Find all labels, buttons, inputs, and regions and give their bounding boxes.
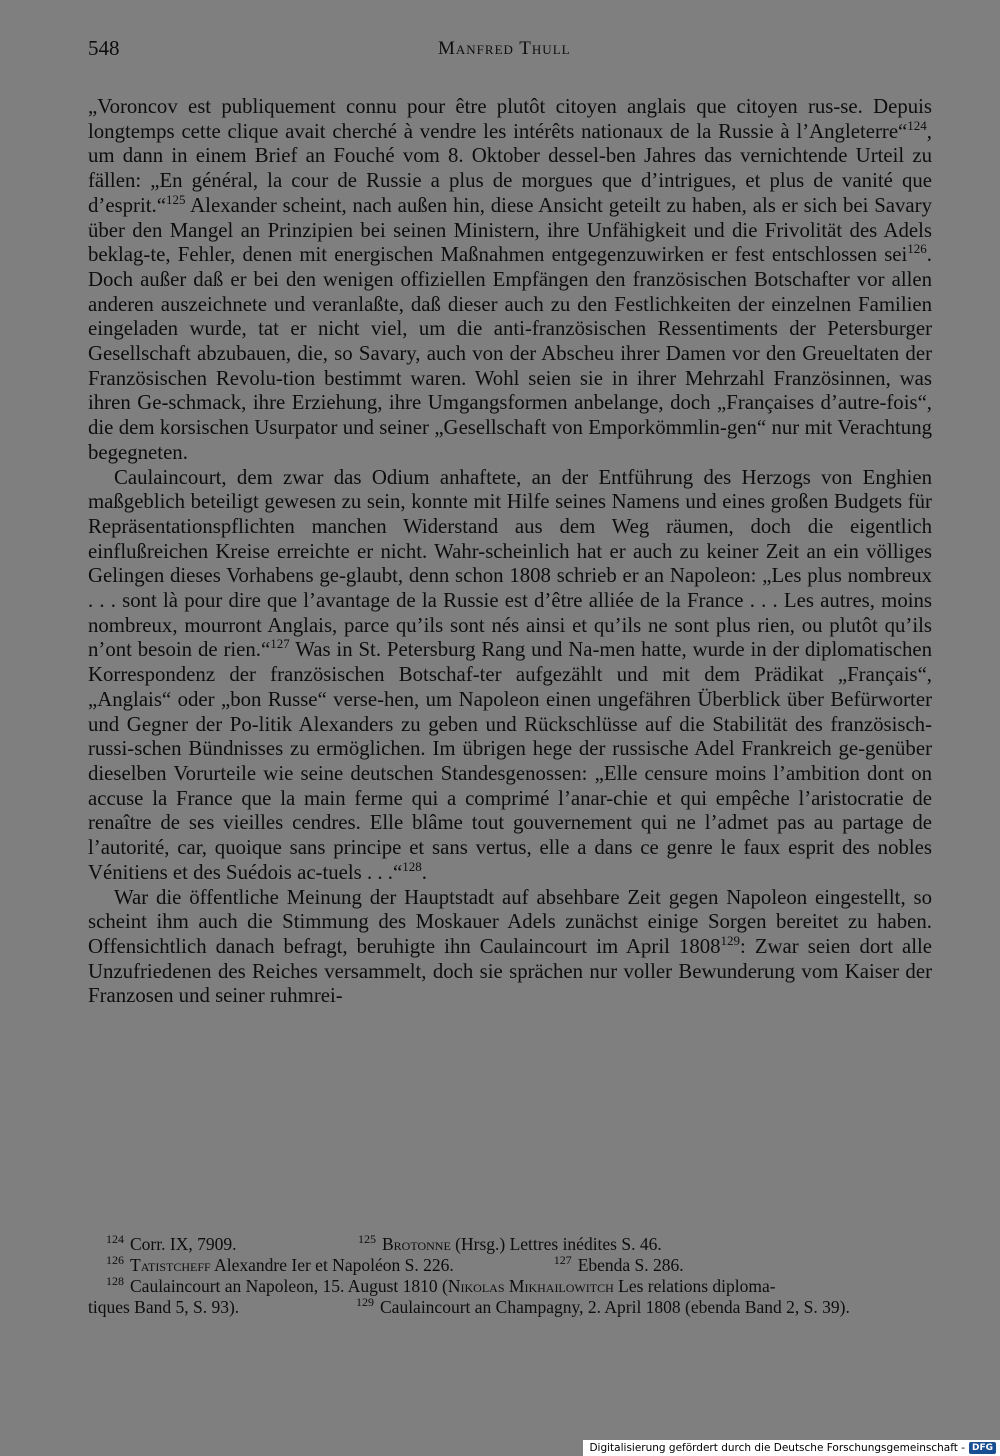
footnote-text: Alexandre Ier et Napoléon S. 226.	[210, 1255, 454, 1275]
footnote-number: 128	[106, 1274, 124, 1289]
footnote-reference[interactable]: 124	[907, 117, 927, 133]
footnote-reference[interactable]: 125	[165, 191, 186, 207]
footnote-text: Caulaincourt an Champagny, 2. April 1808 (ebenda Band 2, S. 39).	[380, 1297, 850, 1317]
footnote-reference[interactable]: 129	[720, 932, 741, 948]
footnote-127	[504, 1255, 684, 1276]
footnote-number: 124	[106, 1232, 124, 1247]
footnote-text: (Hrsg.) Lettres inédites S. 46.	[450, 1234, 662, 1254]
paragraph-text: .	[421, 860, 427, 884]
paragraph-text: : Zwar seien dort alle Unzufriedenen des Reiches versammelt, doch sie sprächen nur voller Bewunderung vom Kaiser der Franzosen und seiner ruhmrei-	[88, 934, 933, 1008]
dfg-logo-icon: DFG	[969, 1442, 996, 1454]
footnote-126	[88, 1255, 504, 1276]
footnote-text: tiques Band 5, S. 93).	[88, 1297, 240, 1317]
footnote-124	[88, 1234, 358, 1255]
footnote-row	[88, 1255, 934, 1276]
paragraph-text: War die öffentliche Meinung der Hauptstadt auf absehbare Zeit gegen Napoleon eingestellt, so scheint ihm auch die Stimmung des Moskauer Adels zunächst einige Sorgen bereitet zu haben. Offensichtlich danach befragt, beruhigte ihn Caulaincourt im April 1808	[88, 885, 932, 958]
paragraph	[88, 886, 932, 1010]
footnote-text: Les relations diploma-	[613, 1276, 776, 1296]
footnote-reference[interactable]: 126	[907, 241, 927, 257]
paragraph-text: , um dann in einem Brief an Fouché vom 8. Oktober dessel-ben Jahres das vernichtende Urteil zu fällen: „En général, la cour de Russie a plus de morgues que d’intrigues, et plus de vanité que d’esprit.“	[88, 119, 932, 217]
running-head: Manfred Thull	[438, 38, 571, 59]
footnote-number: 126	[106, 1253, 124, 1268]
footnote-author: Tatistcheff	[130, 1255, 211, 1275]
body-text	[88, 95, 932, 1009]
digitization-footer	[583, 1440, 1000, 1456]
paragraph-text: Alexander scheint, nach außen hin, diese Ansicht geteilt zu haben, als er sich bei Savary über den Mangel an Prinzipien bei seinen Ministern, ihre Unfähigkeit und die Frivolität des Adels beklag-te, Fehler, denen mit energischen Maßnahmen entgegenzuwirken er fest entschlossen sei	[88, 193, 932, 267]
footnote-number: 125	[358, 1232, 376, 1247]
footnote-number: 127	[553, 1253, 572, 1268]
paragraph-text: „Voroncov est publiquement connu pour être plutôt citoyen anglais que citoyen rus-se. Depuis longtemps cette clique avait cherché à vendre les intérêts nationaux de la Russie à l’Angleterre“	[88, 95, 932, 143]
footnote-125	[358, 1234, 662, 1255]
footnote-129	[346, 1297, 850, 1318]
paragraph	[88, 95, 932, 466]
footer-text: Digitalisierung gefördert durch die Deutsche Forschungsgemeinschaft -	[589, 1442, 965, 1454]
footnote-text: Corr. IX, 7909.	[130, 1234, 237, 1254]
paragraph-text: . Doch außer daß er bei den wenigen offiziellen Empfängen den französischen Botschafter vor allen anderen auszeichnete und veranlaßte, daß dieser auch zu den Festlichkeiten der einzelnen Familien eingeladen wurde, tat er nicht viel, um die anti-französischen Ressentiments der Petersburger Gesellschaft abzubauen, die, so Savary, auch von der Abscheu ihrer Damen vor den Greueltaten der Französischen Revolu-tion bestimmt waren. Wohl seien sie in ihrer Mehrzahl Französinnen, was ihren Ge-schmack, ihre Erziehung, ihre Umgangsformen anbelange, doch „Françaises d’autre-fois“, die dem korsischen Usurpator und seiner „Gesellschaft von Emporkömmlin-gen“ nur mit Verachtung begegneten.	[88, 243, 932, 464]
footnote-author: Brotonne	[382, 1234, 451, 1254]
footnote-128	[88, 1276, 934, 1297]
footnotes	[88, 1234, 934, 1318]
footnote-text: Ebenda S. 286.	[577, 1255, 684, 1275]
footnote-reference[interactable]: 127	[270, 636, 290, 652]
footnote-row	[88, 1234, 934, 1255]
footnote-row	[88, 1297, 934, 1318]
paragraph	[88, 466, 932, 886]
paragraph-text: Caulaincourt, dem zwar das Odium anhaftete, an der Entführung des Herzogs von Enghien maßgeblich beteiligt gewesen zu sein, konnte mit Hilfe seines Namens und eines großen Budgets für Repräsentationspflichten manchen Widerstand aus dem Weg räumen, doch die eigentlich einflußreichen Kreise erreichte er nicht. Wahr-scheinlich hat er auch zu keiner Zeit an ein völliges Gelingen dieses Vorhabens ge-glaubt, denn schon 1808 schrieb er an Napoleon: „Les plus nombreux . . . sont là pour dire que l’avantage de la Russie est d’être alliée de la France . . . Les autres, moins nombreux, mourront Anglais, parce qu’ils sont nés ainsi et qu’ils ne sont plus rien, ou plutôt qu’ils n’ont besoin de rien.“	[88, 465, 932, 662]
footnote-author: Nikolas Mikhailowitch	[447, 1276, 614, 1296]
footnote-text: Caulaincourt an Napoleon, 15. August 1810 (	[130, 1276, 448, 1296]
paragraph-text: Was in St. Petersburg Rang und Na-men hatte, wurde in der diplomatischen Korrespondenz der französischen Botschaf-ter aufgezählt und mit dem Prädikat „Français“, „Anglais“ oder „bon Russe“ verse-hen, um Napoleon einen ungefähren Überblick über Befürworter und Gegner der Po-litik Alexanders zu geben und Rückschlüsse auf die Stabilität des französisch-russi-schen Bündnisses zu ermöglichen. Im übrigen hege der russische Adel Frankreich ge-genüber dieselben Vorurteile wie seine deutschen Standesgenossen: „Elle censure moins l’ambition dont on accuse la France que la main ferme qui a comprimé l’anar-chie et qui empêche l’aristocratie de renaître de ses vieilles cendres. Elle blâme tout gouvernement qui ne l’admet pas au partage de l’autorité, car, quoique sans principe et sans vertus, elle a dans ce genre le faux esprit des nobles Vénitiens et des Suédois ac-tuels . . .“	[88, 638, 933, 884]
page-number: 548	[88, 36, 120, 60]
footnote-reference[interactable]: 128	[402, 858, 422, 874]
footnote-number: 129	[356, 1295, 374, 1310]
